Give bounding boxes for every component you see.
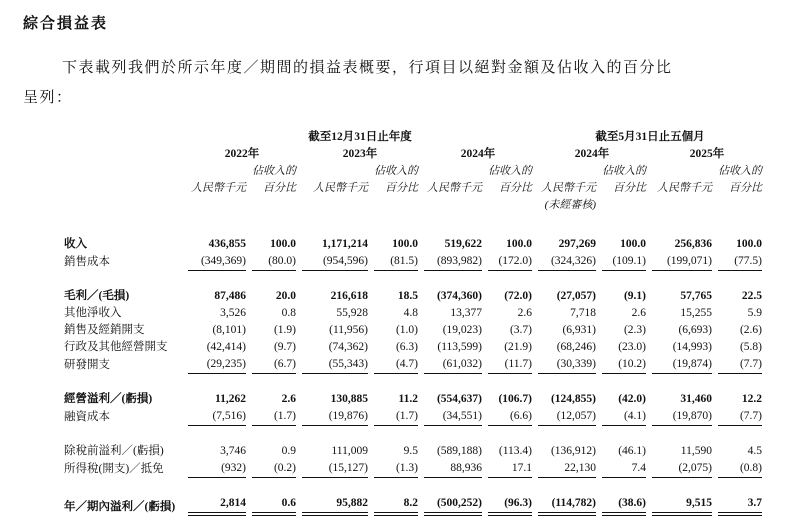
row-label: 除稅前溢利／(虧損) <box>64 445 164 457</box>
header-spacer <box>64 197 182 214</box>
pct-cell: 7.4 <box>602 460 646 478</box>
table-row <box>64 305 762 322</box>
amount-cell: (19,023) <box>442 324 482 336</box>
col-subheader-pct2: 百分比 <box>263 182 296 194</box>
header-spacer <box>424 197 482 214</box>
year-header-2024fy: 2024年 <box>460 148 496 160</box>
pct-cell: (1.9) <box>273 324 296 336</box>
year-header-row <box>64 146 762 163</box>
group-header-5m: 截至5月31日止五個月 <box>595 131 705 143</box>
pct-cell: (9.1) <box>623 290 646 302</box>
row-label: 行政及其他經營開支 <box>64 341 168 353</box>
pct-cell: (72.0) <box>504 290 532 302</box>
pct-cell: 12.2 <box>741 393 762 405</box>
pct-cell: (42.0) <box>618 393 646 405</box>
page-title: 綜合損益表 <box>23 16 109 32</box>
table-row <box>64 443 762 460</box>
amount-cell: (55,343) <box>302 356 368 374</box>
pct-cell: 100.0 <box>506 238 532 250</box>
row-label: 研發開支 <box>64 359 110 371</box>
amount-cell: 9,515 <box>652 495 712 516</box>
pct-cell: (1.3) <box>374 460 418 478</box>
amount-cell: 3,526 <box>220 307 246 319</box>
section-gap-row <box>64 374 762 391</box>
pct-cell: (38.6) <box>602 495 646 516</box>
unaudited-row <box>64 197 762 214</box>
amount-cell: 2,814 <box>188 495 246 516</box>
amount-cell: (8,101) <box>212 324 246 336</box>
pct-cell: 0.9 <box>281 445 296 457</box>
amount-cell: (27,057) <box>556 290 596 302</box>
header-spacer <box>64 129 182 146</box>
pct-cell: (7.7) <box>718 356 762 374</box>
intro-line-1: 下表載列我們於所示年度／期間的損益表概要，行項目以絕對金額及佔收入的百分比 <box>62 60 673 76</box>
table-row <box>64 339 762 356</box>
header-spacer <box>188 197 246 214</box>
row-label: 銷售成本 <box>64 256 110 268</box>
pct-cell: 0.6 <box>252 495 296 516</box>
amount-cell: 7,718 <box>570 307 596 319</box>
pct-cell: (11.7) <box>488 356 532 374</box>
pct-cell: (23.0) <box>618 341 646 353</box>
col-subheader-pct2: 百分比 <box>385 182 418 194</box>
amount-cell: (199,071) <box>652 253 712 271</box>
amount-cell: (589,188) <box>436 445 482 457</box>
pct-cell: 2.6 <box>631 307 646 319</box>
row-label: 其他淨收入 <box>64 307 122 319</box>
unaudited-note: (未經審核) <box>544 199 596 211</box>
amount-cell: (500,252) <box>424 495 482 516</box>
amount-cell: (7,516) <box>188 408 246 426</box>
pct-cell: (113.4) <box>498 445 532 457</box>
amount-cell: 11,262 <box>215 393 246 405</box>
amount-cell: (932) <box>188 460 246 478</box>
amount-cell: (68,246) <box>556 341 596 353</box>
subheader-pct-row <box>64 163 762 180</box>
pct-cell: (0.2) <box>252 460 296 478</box>
header-spacer <box>424 163 482 180</box>
col-subheader-amount: 人民幣千元 <box>427 182 482 194</box>
col-subheader-amount: 人民幣千元 <box>541 182 596 194</box>
header-spacer <box>602 197 646 214</box>
pct-cell: (77.5) <box>718 253 762 271</box>
header-spacer <box>718 197 762 214</box>
amount-cell: (12,057) <box>538 408 596 426</box>
amount-cell: 256,836 <box>674 238 712 250</box>
amount-cell: 1,171,214 <box>322 238 368 250</box>
amount-cell: (113,599) <box>437 341 482 353</box>
table-row <box>64 391 762 408</box>
header-spacer <box>64 163 182 180</box>
table-row <box>64 356 762 374</box>
amount-cell: (349,369) <box>188 253 246 271</box>
table-row <box>64 460 762 478</box>
amount-cell: 55,928 <box>336 307 368 319</box>
amount-cell: (554,637) <box>436 393 482 405</box>
pct-cell: (6.6) <box>488 408 532 426</box>
pct-cell: 3.7 <box>718 495 762 516</box>
year-header-2025-5m: 2025年 <box>689 148 725 160</box>
amount-cell: (2,075) <box>652 460 712 478</box>
row-label: 融資成本 <box>64 411 110 423</box>
pct-cell: (4.7) <box>374 356 418 374</box>
amount-cell: 88,936 <box>424 460 482 478</box>
amount-cell: 130,885 <box>330 393 368 405</box>
pct-cell: 2.6 <box>517 307 532 319</box>
amount-cell: (19,870) <box>652 408 712 426</box>
section-gap-row <box>64 426 762 443</box>
pct-cell: 9.5 <box>403 445 418 457</box>
amount-cell: 13,377 <box>450 307 482 319</box>
col-subheader-pct2: 百分比 <box>613 182 646 194</box>
pct-cell: (81.5) <box>374 253 418 271</box>
col-subheader-amount: 人民幣千元 <box>191 182 246 194</box>
header-spacer <box>488 197 532 214</box>
row-label: 銷售及經銷開支 <box>64 324 145 336</box>
pct-cell: (21.9) <box>504 341 532 353</box>
amount-cell: 216,618 <box>330 290 368 302</box>
col-subheader-pct: 佔收入的 <box>718 165 762 177</box>
amount-cell: (15,127) <box>302 460 368 478</box>
pct-cell: (109.1) <box>602 253 646 271</box>
pct-cell: 0.8 <box>281 307 296 319</box>
amount-cell: (30,339) <box>538 356 596 374</box>
intro-line-2: 呈列： <box>23 90 73 106</box>
header-spacer <box>188 163 246 180</box>
amount-cell: 57,765 <box>680 290 712 302</box>
subheader-unit-row <box>64 180 762 197</box>
gap-cell <box>64 271 762 288</box>
amount-cell: (74,362) <box>328 341 368 353</box>
amount-cell: 22,130 <box>538 460 596 478</box>
pct-cell: 20.0 <box>275 290 296 302</box>
amount-cell: 519,622 <box>444 238 482 250</box>
pct-cell: (106.7) <box>498 393 532 405</box>
amount-cell: 31,460 <box>680 393 712 405</box>
amount-cell: 436,855 <box>208 238 246 250</box>
row-label: 年／期內溢利／(虧損) <box>64 501 176 513</box>
pct-cell: 100.0 <box>392 238 418 250</box>
pct-cell: 5.9 <box>747 307 762 319</box>
section-gap-row <box>64 271 762 288</box>
pct-cell: (10.2) <box>602 356 646 374</box>
col-subheader-pct2: 百分比 <box>729 182 762 194</box>
header-spacer <box>252 197 296 214</box>
pct-cell: (46.1) <box>618 445 646 457</box>
amount-cell: 297,269 <box>558 238 596 250</box>
col-subheader-pct: 佔收入的 <box>488 165 532 177</box>
gap-cell <box>64 478 762 495</box>
amount-cell: (19,876) <box>302 408 368 426</box>
pct-cell: 100.0 <box>270 238 296 250</box>
pct-cell: (3.7) <box>509 324 532 336</box>
pct-cell: 11.2 <box>398 393 418 405</box>
table-row <box>64 236 762 253</box>
row-label: 所得稅(開支)／抵免 <box>64 463 164 475</box>
col-subheader-amount: 人民幣千元 <box>657 182 712 194</box>
pct-cell: (1.7) <box>252 408 296 426</box>
section-gap-row <box>64 478 762 495</box>
table-row <box>64 253 762 271</box>
pct-cell: (172.0) <box>488 253 532 271</box>
gap-cell <box>64 374 762 391</box>
pct-cell: 100.0 <box>736 238 762 250</box>
pct-cell: 4.8 <box>403 307 418 319</box>
header-spacer <box>64 146 182 163</box>
year-header-2024-5m: 2024年 <box>574 148 610 160</box>
year-header-2022: 2022年 <box>224 148 260 160</box>
pct-cell: (2.3) <box>623 324 646 336</box>
table-header <box>64 129 762 236</box>
amount-cell: (61,032) <box>424 356 482 374</box>
amount-cell: (34,551) <box>424 408 482 426</box>
group-header-row <box>64 129 762 146</box>
amount-cell: (29,235) <box>188 356 246 374</box>
row-label: 毛利／(毛損) <box>64 290 130 302</box>
col-subheader-pct: 佔收入的 <box>374 165 418 177</box>
pct-cell: (96.3) <box>488 495 532 516</box>
pct-cell: 2.6 <box>281 393 296 405</box>
amount-cell: 111,009 <box>331 445 368 457</box>
row-label: 收入 <box>64 238 87 250</box>
pct-cell: 18.5 <box>397 290 418 302</box>
amount-cell: (893,982) <box>424 253 482 271</box>
amount-cell: (124,855) <box>550 393 596 405</box>
header-spacer <box>652 163 712 180</box>
pct-cell: (6.3) <box>395 341 418 353</box>
income-statement-table-wrap <box>58 129 799 516</box>
pct-cell: 22.5 <box>741 290 762 302</box>
header-spacer <box>64 180 182 197</box>
amount-cell: (136,912) <box>550 445 596 457</box>
amount-cell: (11,956) <box>329 324 368 336</box>
col-subheader-pct2: 百分比 <box>499 182 532 194</box>
year-header-2023: 2023年 <box>342 148 378 160</box>
amount-cell: 3,746 <box>220 445 246 457</box>
pct-cell: (80.0) <box>252 253 296 271</box>
table-row <box>64 495 762 516</box>
pct-cell: (1.7) <box>374 408 418 426</box>
header-spacer <box>64 214 762 236</box>
pct-cell: 17.1 <box>488 460 532 478</box>
pct-cell: 100.0 <box>620 238 646 250</box>
header-gap-row <box>64 214 762 236</box>
table-body <box>64 236 762 516</box>
gap-cell <box>64 426 762 443</box>
income-statement-table <box>58 129 768 516</box>
amount-cell: (324,326) <box>538 253 596 271</box>
col-subheader-pct: 佔收入的 <box>602 165 646 177</box>
amount-cell: 95,882 <box>302 495 368 516</box>
amount-cell: 11,590 <box>680 445 712 457</box>
header-spacer <box>538 163 596 180</box>
col-subheader-amount: 人民幣千元 <box>313 182 368 194</box>
table-row <box>64 322 762 339</box>
pct-cell: (4.1) <box>602 408 646 426</box>
table-row <box>64 288 762 305</box>
col-subheader-pct: 佔收入的 <box>252 165 296 177</box>
header-spacer <box>302 163 368 180</box>
pct-cell: (9.7) <box>273 341 296 353</box>
pct-cell: 8.2 <box>374 495 418 516</box>
row-label: 經營溢利／(虧損) <box>64 393 153 405</box>
amount-cell: (6,931) <box>562 324 596 336</box>
amount-cell: (6,693) <box>678 324 712 336</box>
amount-cell: (114,782) <box>538 495 596 516</box>
pct-cell: (5.8) <box>739 341 762 353</box>
amount-cell: (42,414) <box>206 341 246 353</box>
pct-cell: 4.5 <box>747 445 762 457</box>
amount-cell: 15,255 <box>680 307 712 319</box>
pct-cell: (1.0) <box>395 324 418 336</box>
header-spacer <box>302 197 368 214</box>
amount-cell: (954,596) <box>302 253 368 271</box>
header-spacer <box>374 197 418 214</box>
amount-cell: (374,360) <box>436 290 482 302</box>
table-row <box>64 408 762 426</box>
amount-cell: (14,993) <box>672 341 712 353</box>
group-header-fy: 截至12月31日止年度 <box>308 131 412 143</box>
pct-cell: (7.7) <box>718 408 762 426</box>
header-spacer <box>652 197 712 214</box>
amount-cell: 87,486 <box>214 290 246 302</box>
intro-paragraph <box>23 53 776 113</box>
amount-cell: (19,874) <box>652 356 712 374</box>
pct-cell: (2.6) <box>739 324 762 336</box>
pct-cell: (6.7) <box>252 356 296 374</box>
pct-cell: (0.8) <box>718 460 762 478</box>
